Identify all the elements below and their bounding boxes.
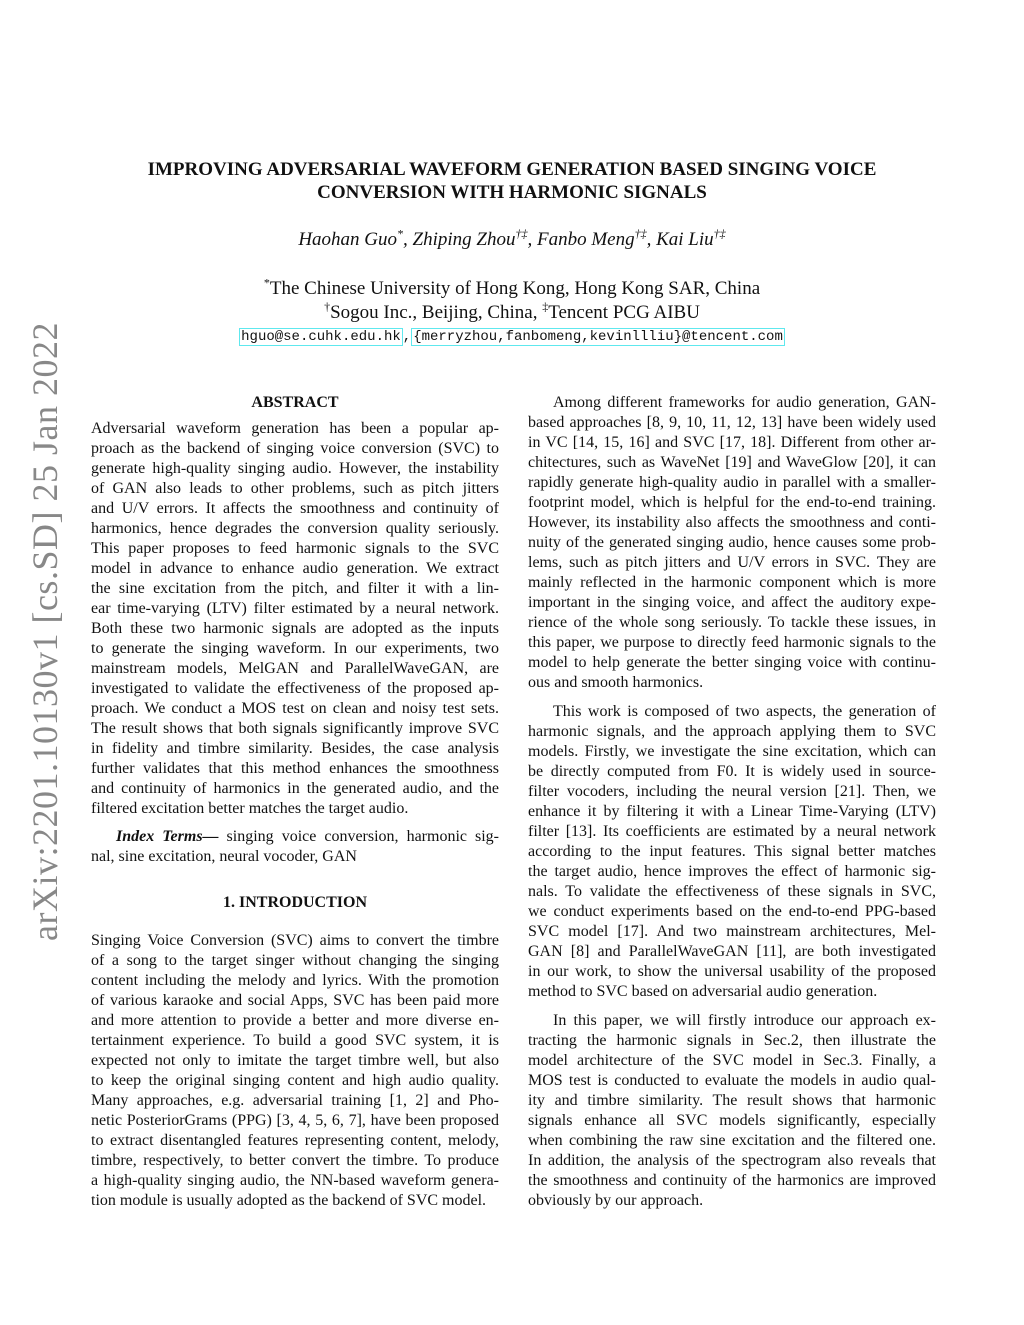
text-line: be directly computed from F0. It is widely used in source- xyxy=(528,763,936,780)
text-line: Many approaches, e.g. adversarial training [1, 2] and Pho- xyxy=(91,1092,499,1109)
text-line: the sine excitation from the pitch, and filter it with a lin- xyxy=(91,580,499,597)
text-line: we conduct experiments based on the end-to-end PPG-based xyxy=(528,903,936,920)
authors xyxy=(0,226,1024,251)
text-line: this paper, we purpose to directly feed harmonic signals to the xyxy=(528,634,936,651)
text-line: filter [13]. Its coefficients are estimated by a neural network xyxy=(528,823,936,840)
aff-mark: ‡ xyxy=(542,299,549,314)
index-terms xyxy=(91,827,499,867)
text-line: filtered excitation better matches the target audio. xyxy=(91,800,409,817)
affiliation: Sogou Inc., Beijing, China, xyxy=(330,302,543,323)
text-line: enhance it by filtering it with a Linear Time-Varying (LTV) xyxy=(528,803,936,820)
text-line: based approaches [8, 9, 10, 11, 12, 13] have been widely used xyxy=(528,414,936,431)
author-mark: †‡ xyxy=(713,226,726,241)
text-line: filter vocoders, including the neural version [21]. Then, we xyxy=(528,783,936,800)
text-line: model architecture of the SVC model in Sec.3. Finally, a xyxy=(528,1052,936,1069)
text-line: in our work, to show the universal usability of the proposed xyxy=(528,963,936,980)
author: , Fanbo Meng xyxy=(527,229,635,250)
title-line: IMPROVING ADVERSARIAL WAVEFORM GENERATION BASED SINGING VOICE xyxy=(147,159,877,180)
text-line: The result shows that both signals significantly improve SVC xyxy=(91,720,499,737)
text-line: nuity of the generated singing audio, hence causes some prob- xyxy=(528,534,936,551)
text-line: SVC model [17]. And two mainstream architectures, Mel- xyxy=(528,923,936,940)
text-line: in VC [14, 15, 16] and SVC [17, 18]. Different from other ar- xyxy=(528,434,936,451)
author: Haohan Guo xyxy=(298,229,398,250)
text-line: tertainment experience. To build a good SVC system, it is xyxy=(91,1032,499,1049)
intro-paragraph xyxy=(528,702,936,1002)
text-line: important in the singing voice, and affect the auditory expe- xyxy=(528,594,936,611)
index-terms-label: Index Terms— xyxy=(116,828,219,845)
text-line: content including the melody and lyrics. With the promotion xyxy=(91,972,499,989)
affiliation: The Chinese University of Hong Kong, Hong Kong SAR, China xyxy=(269,278,761,299)
text-line: according to the input features. This signal better matches xyxy=(528,843,936,860)
text-line: expected not only to imitate the target timbre well, but also xyxy=(91,1052,499,1069)
section-heading-introduction: 1. INTRODUCTION xyxy=(222,894,367,911)
text-line: and continuity of harmonics in the generated audio, and the xyxy=(91,780,499,797)
text-line: proach. We conduct a MOS test on clean and noisy test sets. xyxy=(91,700,499,717)
text-line: model in advance to enhance audio generation. We extract xyxy=(91,560,499,577)
text-line: Adversarial waveform generation has been a popular ap- xyxy=(91,420,499,437)
text-line: of a song to the target singer without changing the singing xyxy=(91,952,499,969)
text-line: further validates that this method enhances the smoothness xyxy=(91,760,499,777)
text-line: models. Firstly, we investigate the sine excitation, which can xyxy=(528,743,936,760)
text-line: when combining the raw sine excitation and the filtered one. xyxy=(528,1132,936,1149)
text-line: This paper proposes to feed harmonic signals to the SVC xyxy=(91,540,499,557)
intro-paragraph xyxy=(528,393,936,693)
text-line: Among different frameworks for audio generation, GAN- xyxy=(553,394,936,411)
text-line: obviously by our approach. xyxy=(528,1192,704,1209)
email-link[interactable]: {merryzhou,fanbomeng,kevinllliu}@tencent.com xyxy=(413,329,783,345)
text-line: a high-quality singing audio, the NN-based waveform genera- xyxy=(91,1172,499,1189)
text-line: footprint model, which is helpful for the end-to-end training. xyxy=(528,494,936,511)
text-line: generate high-quality singing audio. However, the instability xyxy=(91,460,499,477)
text-line: Singing Voice Conversion (SVC) aims to convert the timbre xyxy=(91,932,499,949)
abstract-body xyxy=(91,419,499,819)
abstract-heading: ABSTRACT xyxy=(251,394,339,411)
aff-mark: † xyxy=(324,299,331,314)
text-line: ous and smooth harmonics. xyxy=(528,674,704,691)
text-line: timbre, respectively, to better convert the timbre. To produce xyxy=(91,1152,499,1169)
text-line: proach as the backend of singing voice conversion (SVC) to xyxy=(91,440,499,457)
emails: hguo@se.cuhk.edu.hk , {merryzhou,fanbomeng,kevinllliu}@tencent.com xyxy=(241,329,783,345)
text-line: rapidly generate high-quality audio in parallel with a smaller- xyxy=(528,474,936,491)
intro-paragraph xyxy=(528,1011,936,1211)
text-line: rience of the whole song seriously. To tackle these issues, in xyxy=(528,614,936,631)
index-terms-text: nal, sine excitation, neural vocoder, GAN xyxy=(91,848,357,865)
text-line: tion module is usually adopted as the backend of SVC model. xyxy=(91,1192,487,1209)
text-line: GAN [8] and ParallelWaveGAN [11], are both investigated xyxy=(528,943,936,960)
author-mark: †‡ xyxy=(634,226,647,241)
text-line: to keep the original singing content and high audio quality. xyxy=(91,1072,499,1089)
text-line: of various karaoke and social Apps, SVC has been paid more xyxy=(91,992,499,1009)
text-line: and U/V errors. It affects the smoothness and continuity of xyxy=(91,500,499,517)
text-line: of GAN also leads to other problems, such as pitch jitters xyxy=(91,480,499,497)
text-line: signals enhance all SVC models significantly, especially xyxy=(528,1112,936,1129)
text-line: the smoothness and continuity of the harmonics are improved xyxy=(528,1172,936,1189)
author: , Kai Liu xyxy=(646,229,714,250)
email-link[interactable]: hguo@se.cuhk.edu.hk xyxy=(241,329,401,345)
text-line: and more attention to provide a better and more diverse en- xyxy=(91,1012,499,1029)
author-mark: * xyxy=(397,226,404,241)
intro-paragraph xyxy=(91,931,499,1211)
index-terms-text: singing voice conversion, harmonic sig- xyxy=(218,828,500,845)
text-line: In this paper, we will firstly introduce our approach ex- xyxy=(553,1012,936,1029)
title-line: CONVERSION WITH HARMONIC SIGNALS xyxy=(317,182,707,203)
text-line: the target audio, hence improves the effect of harmonic sig- xyxy=(528,863,936,880)
text-line: MOS test is conducted to evaluate the models in audio qual- xyxy=(528,1072,936,1089)
text-line: nals. To validate the effectiveness of these signals in SVC, xyxy=(528,883,936,900)
text-line: Both these two harmonic signals are adopted as the inputs xyxy=(91,620,499,637)
affiliations xyxy=(0,277,1024,325)
text-line: to generate the singing waveform. In our experiments, two xyxy=(91,640,499,657)
paper-title xyxy=(0,158,1024,204)
text-line: ear time-varying (LTV) filter estimated by a neural network. xyxy=(91,600,499,617)
text-line: tracting the harmonic signals in Sec.2, then illustrate the xyxy=(528,1032,936,1049)
text-line: This work is composed of two aspects, the generation of xyxy=(553,703,936,720)
text-line: to extract disentangled features representing content, melody, xyxy=(91,1132,499,1149)
aff-mark: * xyxy=(263,275,270,290)
text-line: chitectures, such as WaveNet [19] and WaveGlow [20], it can xyxy=(528,454,936,471)
author: , Zhiping Zhou xyxy=(403,229,516,250)
text-line: netic PosteriorGrams (PPG) [3, 4, 5, 6, 7], have been proposed xyxy=(91,1112,499,1129)
text-line: ity and timbre similarity. The result shows that harmonic xyxy=(528,1092,936,1109)
author-mark: †‡ xyxy=(515,226,528,241)
affiliation: Tencent PCG AIBU xyxy=(548,302,700,323)
text-line: in fidelity and timbre similarity. Besides, the case analysis xyxy=(91,740,499,757)
text-line: mainstream models, MelGAN and ParallelWaveGAN, are xyxy=(91,660,499,677)
text-line: In addition, the analysis of the spectrogram also reveals that xyxy=(528,1152,936,1169)
text-line: investigated to validate the effectiveness of the proposed ap- xyxy=(91,680,499,697)
text-line: method to SVC based on adversarial audio generation. xyxy=(528,983,878,1000)
text-line: model to help generate the better singing voice with continu- xyxy=(528,654,936,671)
arxiv-identifier: arXiv:2201.10130v1 [cs.SD] 25 Jan 2022 xyxy=(25,322,65,941)
text-line: mainly reflected in the harmonic component which is more xyxy=(528,574,936,591)
text-line: harmonics, hence degrades the conversion quality seriously. xyxy=(91,520,499,537)
text-line: harmonic signals, and the approach applying them to SVC xyxy=(528,723,936,740)
text-line: lems, such as pitch jitters and U/V errors in SVC. They are xyxy=(528,554,936,571)
text-line: However, its instability also affects the smoothness and conti- xyxy=(528,514,936,531)
